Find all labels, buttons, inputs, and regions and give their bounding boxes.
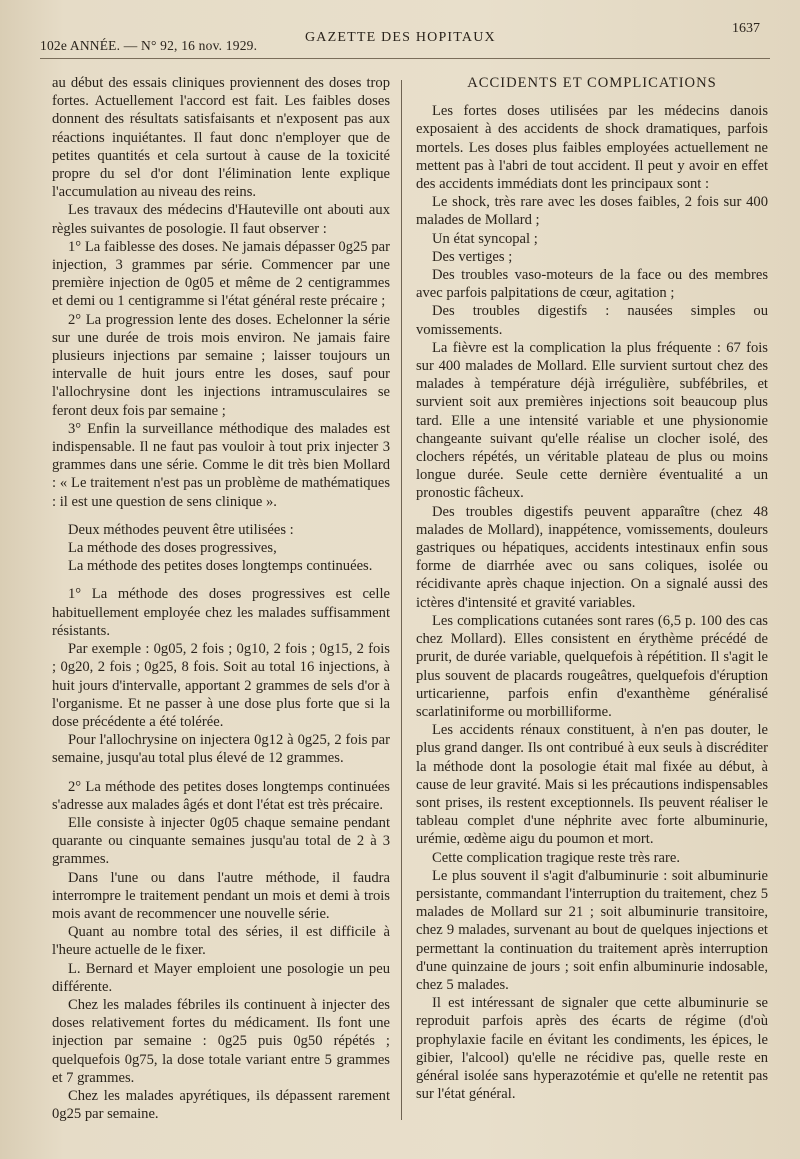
paragraph: 1° La méthode des doses progressives est celle habituellement employée chez les malades suffisamment résistants. xyxy=(52,586,390,639)
paragraph: Des troubles vaso-moteurs de la face ou des membres avec parfois palpitations de cœur, agitation ; xyxy=(416,267,768,302)
issue-info: 102e ANNÉE. — N° 92, 16 nov. 1929. xyxy=(40,38,258,53)
paragraph: Le plus souvent il s'agit d'albuminurie : soit albuminurie persistante, commandant l'interruption du traitement, chez 5 malades de Mollard sur 21 ; soit albuminurie transitoire, chez 9 malades, survenant au bout de quelques injections et permettant la continuation du traitement après interruption d'une quinzaine de jours ; soit enfin albuminurie indosable, chez 5 malades. xyxy=(416,867,768,993)
paragraph: La fièvre est la complication la plus fréquente : 67 fois sur 400 malades de Mollard. Elle survient surtout chez des malades à température déjà irrégulière, subfébriles, et survient soit aux premières injections soit beaucoup plus tard. Elle a une intensité variable et une physionomie changeante suivant qu'elle réalise un clocher isolé, des clochers répétés, un véritable plateau de plus ou moins longue durée. Seule cette dernière éventualité a un pronostic fâcheux. xyxy=(416,339,768,502)
paragraph: Un état syncopal ; xyxy=(432,230,538,247)
paragraph: 2° La méthode des petites doses longtemps continuées s'adresse aux malades âgés et dont l'état est très précaire. xyxy=(52,778,390,813)
page-header xyxy=(40,18,760,58)
paragraph: Dans l'une ou dans l'autre méthode, il faudra interrompre le traitement pendant un mois et demi à trois mois avant de recommencer une nouvelle série. xyxy=(52,869,390,922)
paragraph: Chez les malades apyrétiques, ils dépassent rarement 0g25 par semaine. xyxy=(52,1087,390,1123)
paragraph: 1° La faiblesse des doses. Ne jamais dépasser 0g25 par injection, 3 grammes par série. Commencer par une première injection de 0g05 et même de 2 centigrammes et demi ou 1 centigramme si l'état général reste précaire ; xyxy=(52,238,390,310)
paragraph: La méthode des petites doses longtemps continuées. xyxy=(68,558,373,575)
section-title: ACCIDENTS ET COMPLICATIONS xyxy=(467,75,717,91)
paragraph: au début des essais cliniques proviennent des doses trop fortes. Actuellement l'accord est fait. Les faibles doses donnent des résultats satisfaisants et n'exposent pas aux réactions inquiétantes. Il faut donc n'employer que de petites quantités et cela surtout à cause de la toxicité propre du sel d'or dont l'élimination lente explique l'accumulation au niveau des reins. xyxy=(52,75,390,201)
paragraph: Les complications cutanées sont rares (6,5 p. 100 des cas chez Mollard). Elles consistent en érythème précédé de prurit, de durée variable, quelquefois à répétition. Il s'agit le plus souvent de placards rougeâtres, quelquefois d'éruption urticarienne, parfois enfin d'exanthème généralisé scarlatiniforme ou morbilliforme. xyxy=(416,612,768,720)
paragraph: Des troubles digestifs : nausées simples ou vomissements. xyxy=(416,303,768,338)
paragraph: Les fortes doses utilisées par les médecins danois exposaient à des accidents de shock dramatiques, parfois mortels. Les doses plus faibles employées actuellement ne mettent pas à l'abri de tout accident. Il peut y avoir en effet des accidents immédiats dont les principaux sont : xyxy=(416,103,768,193)
paragraph: Quant au nombre total des séries, il est difficile à l'heure actuelle de le fixer. xyxy=(52,924,390,959)
paragraph: Chez les malades fébriles ils continuent à injecter des doses relativement fortes du médicament. Ils font une injection par semaine : 0g25 puis 0g50 répétés ; quelquefois 0g75, la dose totale variant entre 5 grammes et 7 grammes. xyxy=(52,996,390,1086)
paragraph: Elle consiste à injecter 0g05 chaque semaine pendant quarante ou cinquante semaines jusqu'au total de 2 à 3 grammes. xyxy=(52,814,390,868)
paragraph: Les accidents rénaux constituent, à n'en pas douter, le plus grand danger. Ils ont contribué à eux seuls à discréditer la méthode dont la posologie était mal fixée au début, à cause de leur gravité. Mais si les précautions indispensables sont prises, ils restent exceptionnels. Ils peuvent réaliser le tableau complet d'une néphrite avec forte albuminurie, urémie, œdème aigu du poumon et mort. xyxy=(416,722,768,848)
paragraph: 2° La progression lente des doses. Echelonner la série sur une durée de trois mois environ. Ne jamais faire plusieurs injections par semaine ; laisser toujours un intervalle de huit jours entre les doses, sauf pour l'allochrysine dont les injections intramusculaires se feront deux fois par semaine ; xyxy=(52,311,390,419)
paragraph: Des troubles digestifs peuvent apparaître (chez 48 malades de Mollard), inappétence, vomissements, douleurs gastriques ou hépatiques, accidents intestinaux enfin sous forme de diarrhée avec ou sans coliques, isolée ou récidivante après chaque injection. On a signalé aussi des ictères d'intensité et gravité variables. xyxy=(416,503,768,611)
left-column xyxy=(52,74,390,1123)
column-separator xyxy=(401,80,402,1120)
paragraph: Les travaux des médecins d'Hauteville ont abouti aux règles suivantes de posologie. Il faut observer : xyxy=(52,202,390,237)
paragraph: La méthode des doses progressives, xyxy=(68,540,277,557)
paragraph: Il est intéressant de signaler que cette albuminurie se reproduit parfois après des écarts de régime (d'où prophylaxie facile en évitant les condiments, les épices, le gibier, l'alcool) qu'elle ne récidive pas, quelle reste en général isolée sans hyperazotémie et qu'elle ne retentit pas sur l'état général. xyxy=(416,995,768,1103)
right-column xyxy=(416,74,768,1103)
paragraph: Des vertiges ; xyxy=(432,248,513,265)
page-number: 1637 xyxy=(732,21,760,36)
paragraph: Par exemple : 0g05, 2 fois ; 0g10, 2 fois ; 0g15, 2 fois ; 0g20, 2 fois ; 0g25, 8 fois. Soit au total 16 injections, à huit jours d'intervalle, apportant 2 grammes de sels d'or à l'organisme. Et ne passer à une dose plus forte que si la dose précédente a été tolérée. xyxy=(52,641,390,730)
paragraph: Pour l'allochrysine on injectera 0g12 à 0g25, 2 fois par semaine, jusqu'au total plus élevé de 12 grammes. xyxy=(52,732,390,767)
paragraph: 3° Enfin la surveillance méthodique des malades est indispensable. Il ne faut pas vouloir à tout prix injecter 3 grammes dans une série. Comme le dit très bien Mollard : « Le traitement n'est pas un problème de mathématiques : il est une question de sens clinique ». xyxy=(52,420,390,510)
journal-title: GAZETTE DES HOPITAUX xyxy=(305,30,496,45)
paragraph: Le shock, très rare avec les doses faibles, 2 fois sur 400 malades de Mollard ; xyxy=(416,194,768,229)
paragraph: L. Bernard et Mayer emploient une posologie un peu différente. xyxy=(52,960,390,995)
header-rule xyxy=(40,58,770,59)
paragraph: Deux méthodes peuvent être utilisées : xyxy=(68,521,294,538)
paragraph: Cette complication tragique reste très rare. xyxy=(432,849,680,866)
